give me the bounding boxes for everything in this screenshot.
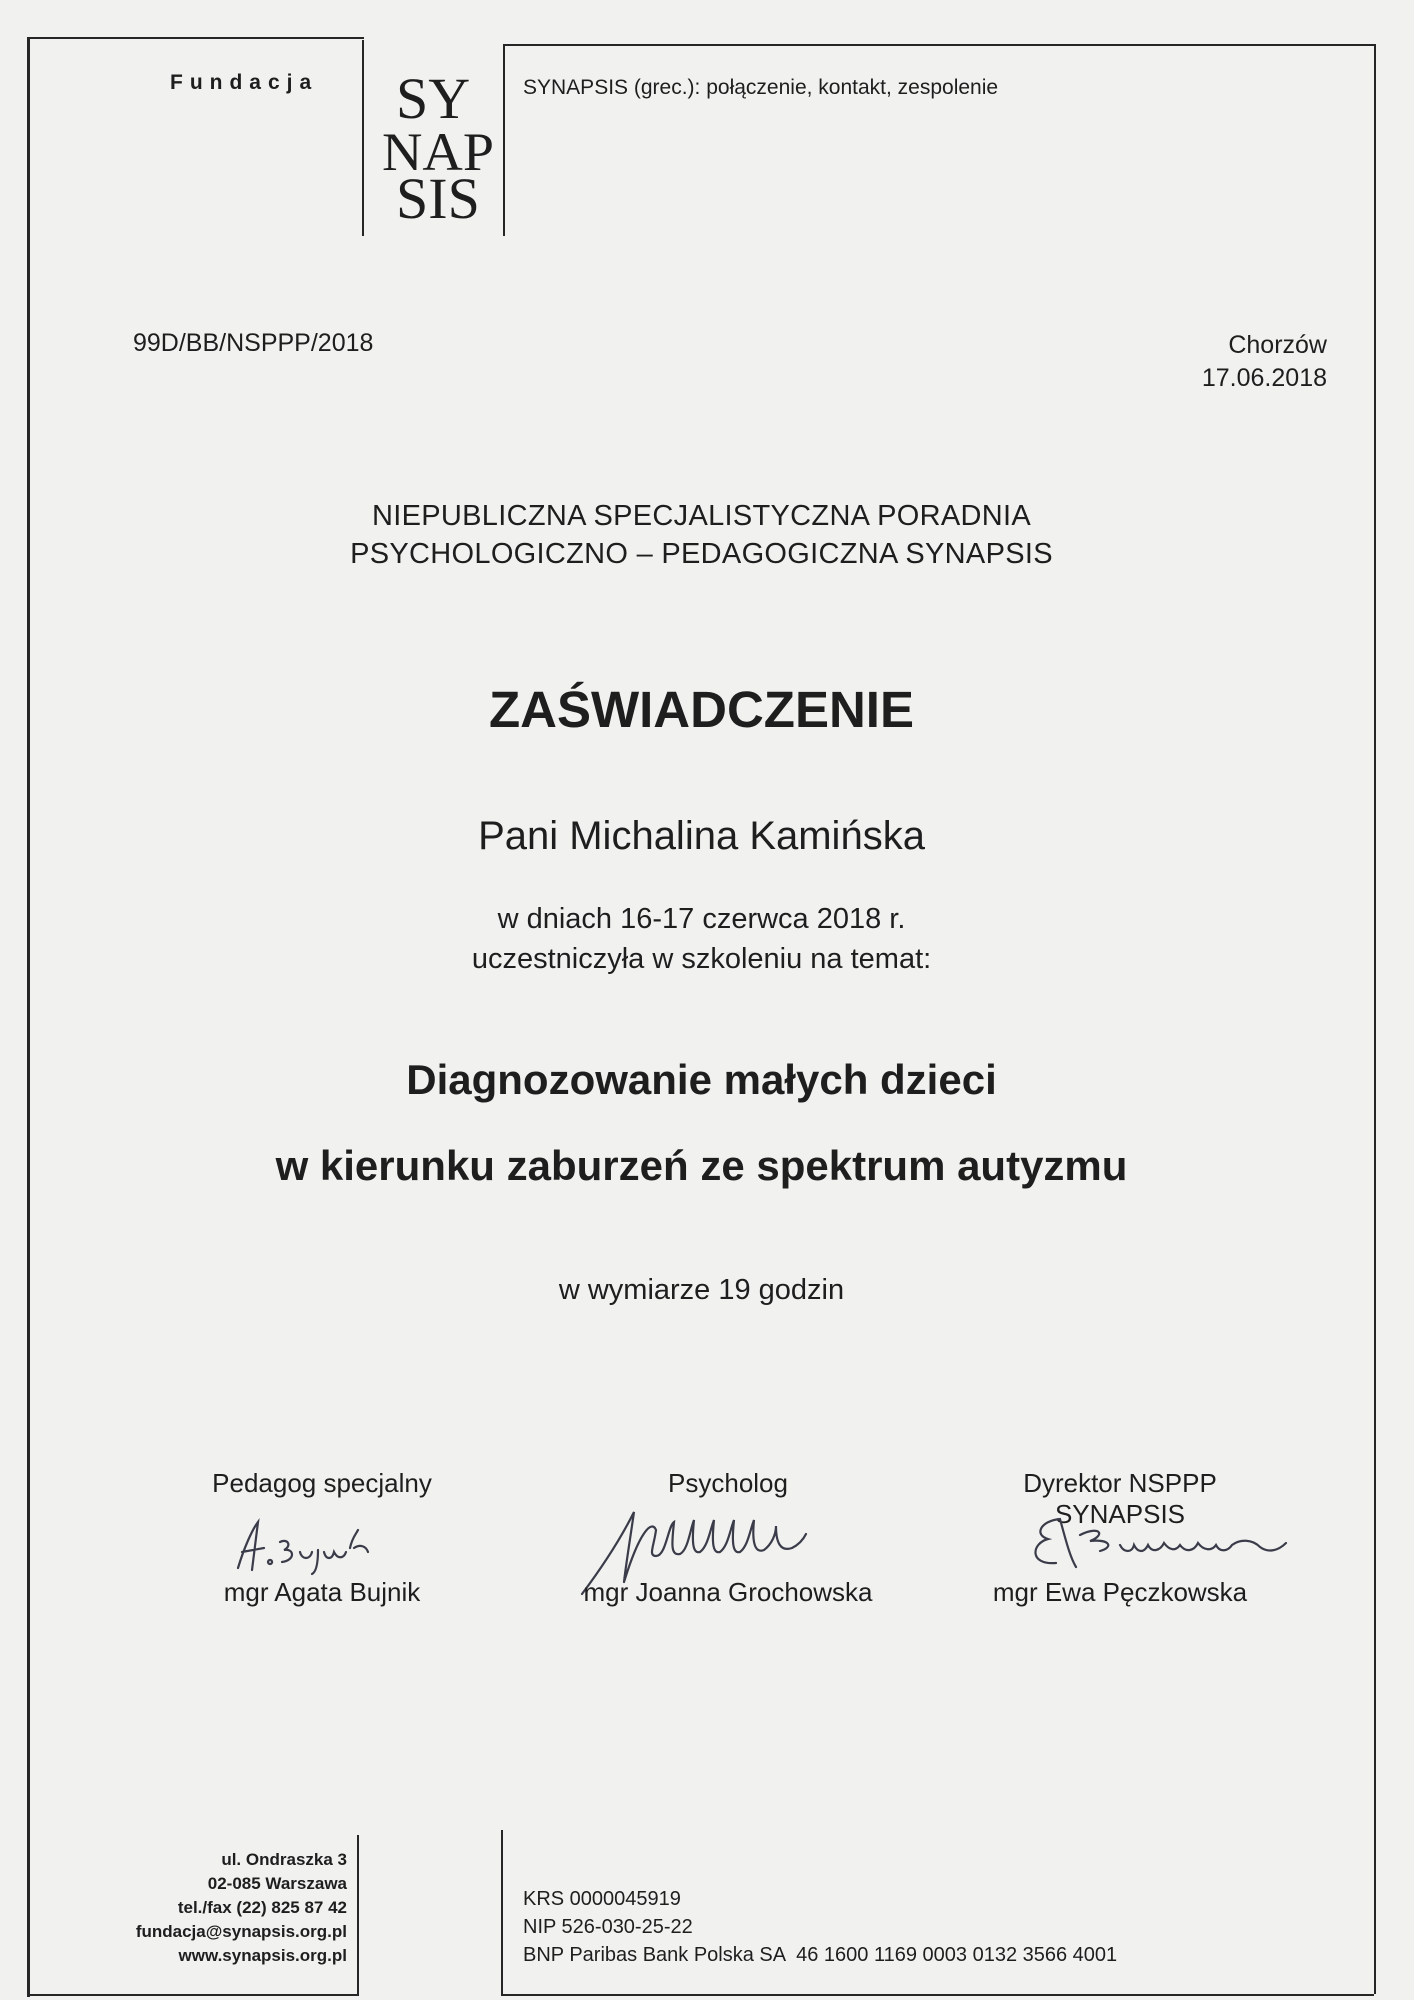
signer-1-name: mgr Agata Bujnik bbox=[223, 1577, 421, 1607]
signer-3-role: Dyrektor NSPPP SYNAPSIS bbox=[1023, 1468, 1217, 1529]
reference-number: 99D/BB/NSPPP/2018 bbox=[133, 329, 374, 357]
logo-line-3: SIS bbox=[396, 166, 480, 226]
frame-left-border bbox=[27, 37, 30, 1997]
signer-3-name: mgr Ewa Pęczkowska bbox=[992, 1577, 1248, 1607]
registry-info bbox=[523, 1885, 1117, 1969]
frame-bottom-border-left bbox=[27, 1994, 357, 1996]
logo-line-2: NAP bbox=[382, 122, 494, 182]
signer-1-role: Pedagog specjalny bbox=[212, 1468, 432, 1498]
signer-2-name: mgr Joanna Grochowska bbox=[583, 1577, 873, 1607]
address-email: fundacja@synapsis.org.pl bbox=[135, 1922, 347, 1941]
frame-top-border-right bbox=[505, 44, 1376, 46]
signer-1-signature bbox=[218, 1508, 388, 1578]
frame-top-border-left bbox=[27, 37, 364, 39]
footer-divider-left bbox=[357, 1835, 359, 1996]
training-topic-line-2: w kierunku zaburzeń ze spektrum autyzmu bbox=[275, 1142, 1128, 1189]
registry-nip: NIP 526-030-25-22 bbox=[523, 1916, 693, 1938]
address-website: www.synapsis.org.pl bbox=[178, 1946, 347, 1965]
training-hours: w wymiarze 19 godzin bbox=[558, 1274, 845, 1306]
synapsis-logo bbox=[376, 66, 500, 226]
header-divider-left bbox=[362, 40, 364, 236]
registry-bank-account: BNP Paribas Bank Polska SA 46 1600 1169 0003 0132 3566 4001 bbox=[523, 1944, 1118, 1966]
frame-bottom-border-right bbox=[503, 1994, 1374, 1996]
issue-date: 17.06.2018 bbox=[1201, 364, 1327, 392]
participation-statement: uczestniczyła w szkoleniu na temat: bbox=[471, 943, 932, 975]
foundation-address bbox=[136, 1848, 347, 1968]
frame-right-border bbox=[1374, 44, 1376, 1994]
tagline: SYNAPSIS (grec.): połączenie, kontakt, zespolenie bbox=[523, 76, 999, 99]
foundation-label: Fundacja bbox=[170, 71, 319, 94]
address-street: ul. Ondraszka 3 bbox=[221, 1850, 347, 1869]
recipient-name: Pani Michalina Kamińska bbox=[478, 814, 925, 858]
training-dates: w dniach 16-17 czerwca 2018 r. bbox=[497, 903, 906, 935]
signer-3-signature bbox=[1020, 1505, 1300, 1575]
organization-name-line-1: NIEPUBLICZNA SPECJALISTYCZNA PORADNIA bbox=[372, 500, 1031, 532]
logo-line-1: SY bbox=[396, 66, 471, 131]
address-city: 02-085 Warszawa bbox=[207, 1874, 347, 1893]
training-topic-line-1: Diagnozowanie małych dzieci bbox=[406, 1056, 997, 1103]
header-divider-right bbox=[503, 44, 505, 236]
issue-place: Chorzów bbox=[1228, 331, 1327, 359]
document-title: ZAŚWIADCZENIE bbox=[489, 681, 914, 738]
organization-name-line-2: PSYCHOLOGICZNO – PEDAGOGICZNA SYNAPSIS bbox=[350, 538, 1053, 570]
footer-divider-right bbox=[501, 1830, 503, 1996]
registry-krs: KRS 0000045919 bbox=[523, 1888, 681, 1910]
signer-2-role: Psycholog bbox=[668, 1468, 788, 1498]
address-phone: tel./fax (22) 825 87 42 bbox=[177, 1898, 347, 1917]
